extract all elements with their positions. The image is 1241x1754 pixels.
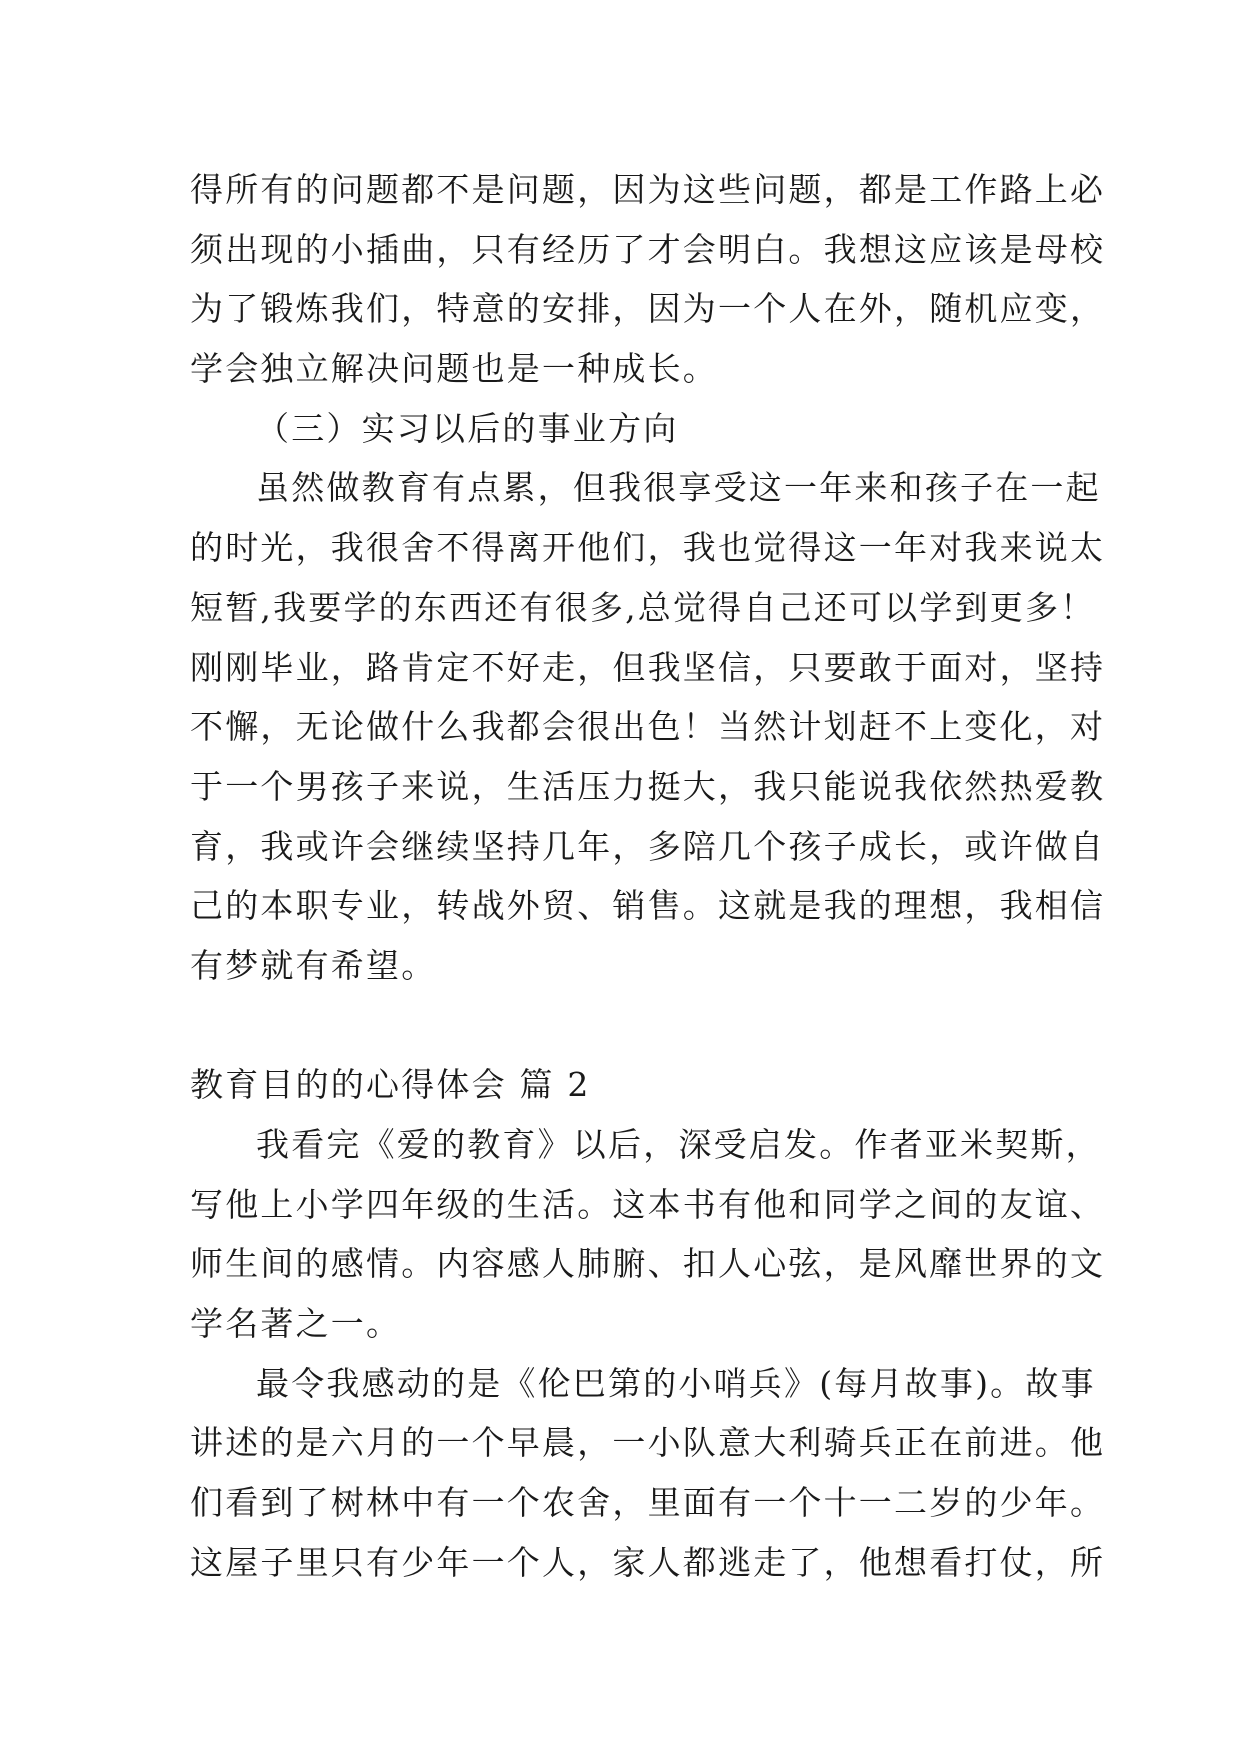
text-line: 师生间的感情。内容感人肺腑、扣人心弦，是风靡世界的文 bbox=[190, 1244, 1106, 1284]
text-line: 学名著之一。 bbox=[190, 1304, 402, 1344]
text-line: 不懈，无论做什么我都会很出色！当然计划赶不上变化，对 bbox=[190, 707, 1106, 747]
text-line: 的时光，我很舍不得离开他们，我也觉得这一年对我来说太 bbox=[190, 528, 1106, 568]
text-line: 有梦就有希望。 bbox=[190, 945, 437, 985]
article-title: 教育目的的心得体会 篇 2 bbox=[190, 1065, 591, 1105]
text-line: 须出现的小插曲，只有经历了才会明白。我想这应该是母校 bbox=[190, 229, 1106, 269]
text-line: 己的本职专业，转战外贸、销售。这就是我的理想，我相信 bbox=[190, 886, 1106, 926]
paragraph-gap bbox=[190, 996, 1070, 1056]
text-line: 于一个男孩子来说，生活压力挺大，我只能说我依然热爱教 bbox=[190, 766, 1106, 806]
text-line: 育，我或许会继续坚持几年，多陪几个孩子成长，或许做自 bbox=[190, 826, 1106, 866]
text-line: 学会独立解决问题也是一种成长。 bbox=[190, 349, 718, 389]
text-line: 写他上小学四年级的生活。这本书有他和同学之间的友谊、 bbox=[190, 1184, 1106, 1224]
text-line: 刚刚毕业，路肯定不好走，但我坚信，只要敢于面对，坚持 bbox=[190, 647, 1106, 687]
text-line: 得所有的问题都不是问题，因为这些问题，都是工作路上必 bbox=[190, 170, 1106, 209]
document-body bbox=[190, 160, 1106, 1593]
paragraph-first-line: 最令我感动的是《伦巴第的小哨兵》(每月故事)。故事 bbox=[256, 1363, 1096, 1403]
text-line: 这屋子里只有少年一个人，家人都逃走了，他想看打仗，所 bbox=[190, 1542, 1106, 1582]
paragraph-first-line: 我看完《爱的教育》以后，深受启发。作者亚米契斯， bbox=[256, 1125, 1101, 1164]
paragraph-first-line: 虽然做教育有点累，但我很享受这一年来和孩子在一起 bbox=[256, 468, 1101, 508]
text-line: 为了锻炼我们，特意的安排，因为一个人在外，随机应变， bbox=[190, 289, 1106, 329]
text-line: 短暂,我要学的东西还有很多,总觉得自己还可以学到更多！ bbox=[190, 587, 1096, 627]
section-heading: （三）实习以后的事业方向 bbox=[256, 408, 679, 448]
text-line: 们看到了树林中有一个农舍，里面有一个十一二岁的少年。 bbox=[190, 1483, 1106, 1523]
text-line: 讲述的是六月的一个早晨，一小队意大利骑兵正在前进。他 bbox=[190, 1423, 1106, 1463]
